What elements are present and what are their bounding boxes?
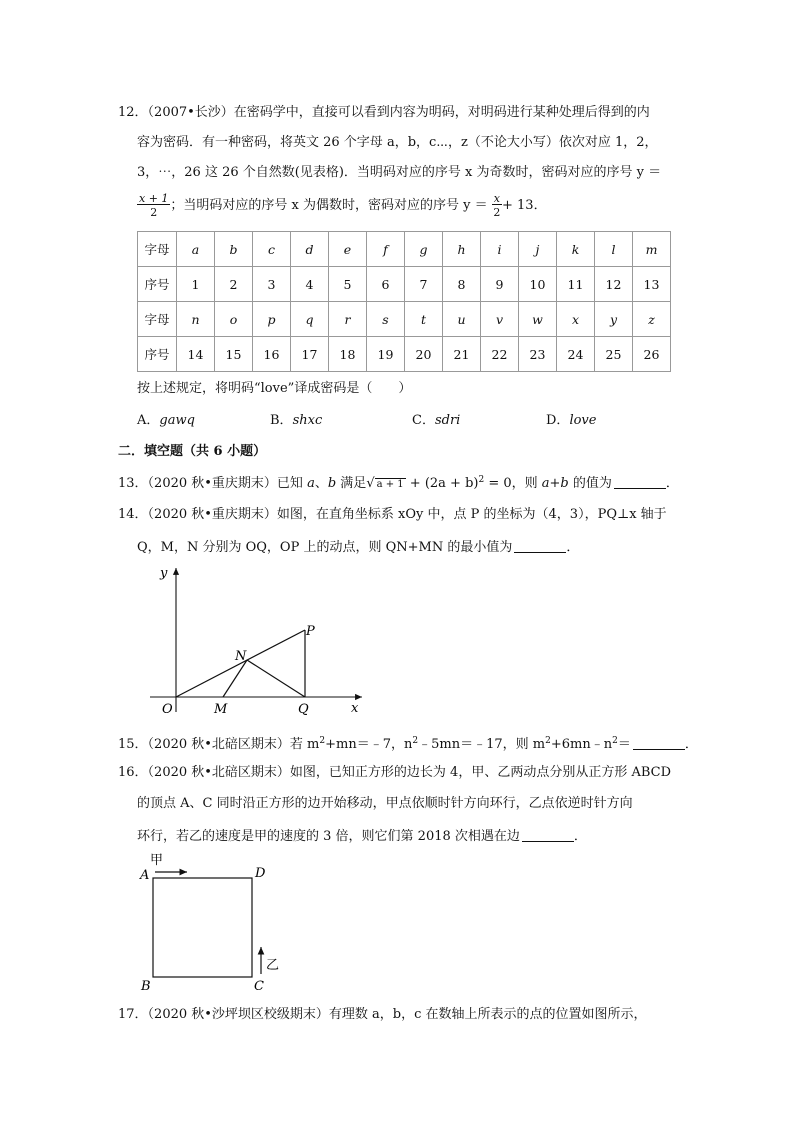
sqrt-content: a + 1 xyxy=(376,479,404,490)
q13-mid: 满足 xyxy=(336,476,367,491)
q16-line3 xyxy=(137,829,587,843)
q13-rest: + (2a + b) xyxy=(405,476,479,491)
table-cell: w xyxy=(519,302,557,337)
table-cell: e xyxy=(329,232,367,267)
q14-end: ． xyxy=(566,540,580,555)
table-cell: 7 xyxy=(405,267,443,302)
table-cell: d xyxy=(291,232,329,267)
square-abcd xyxy=(153,878,252,977)
table-cell: 11 xyxy=(557,267,595,302)
q15-end: ． xyxy=(684,737,698,752)
table-cell: 3 xyxy=(253,267,291,302)
table-cell: 2 xyxy=(215,267,253,302)
q14-line2 xyxy=(137,540,579,554)
table-cell: j xyxy=(519,232,557,267)
q14-answer-blank[interactable] xyxy=(514,540,566,553)
table-cell: p xyxy=(253,302,291,337)
option-c[interactable] xyxy=(412,414,460,427)
table-cell: 20 xyxy=(405,337,443,372)
option-value: gawq xyxy=(159,413,195,428)
table-cell: y xyxy=(595,302,633,337)
table-cell: 1 xyxy=(177,267,215,302)
table-cell: 21 xyxy=(443,337,481,372)
table-cell: 6 xyxy=(367,267,405,302)
q15-part2: +mn＝﹣7，n xyxy=(325,737,413,752)
q16-answer-blank[interactable] xyxy=(522,829,574,842)
table-cell: 16 xyxy=(253,337,291,372)
table-cell: r xyxy=(329,302,367,337)
even-numerator: x xyxy=(493,192,500,205)
option-b[interactable] xyxy=(270,414,322,427)
segment-mn xyxy=(223,660,247,697)
option-label: B． xyxy=(270,413,293,428)
q12-line4 xyxy=(137,193,547,218)
q14-line1: 14．（2020 秋•重庆期末）如图，在直角坐标系 xOy 中，点 P 的坐标为（4，3），PQ⊥x 轴于 xyxy=(118,507,667,522)
square-figure xyxy=(135,852,295,994)
table-cell: 18 xyxy=(329,337,367,372)
point-m-label: M xyxy=(214,702,228,717)
table-cell: 12 xyxy=(595,267,633,302)
q15-part3: ﹣5mn＝﹣17，则 m xyxy=(418,737,546,752)
q13-sep: 、 xyxy=(314,476,328,491)
table-cell: v xyxy=(481,302,519,337)
q16-end: ． xyxy=(573,829,587,844)
option-label: D． xyxy=(546,413,570,428)
coordinate-figure xyxy=(150,560,375,720)
q13-prefix: 13．（2020 秋•重庆期末）已知 xyxy=(118,476,308,491)
row-label: 序号 xyxy=(138,337,177,372)
q13-exponent: 2 xyxy=(478,475,485,485)
table-cell: 8 xyxy=(443,267,481,302)
table-cell: 15 xyxy=(215,337,253,372)
table-cell: k xyxy=(557,232,595,267)
even-formula-fraction xyxy=(492,193,502,218)
row-label: 字母 xyxy=(138,302,177,337)
even-denominator: 2 xyxy=(493,206,501,219)
point-q-label: Q xyxy=(298,702,309,717)
q12-question: 按上述规定，将明码“love”译成密码是（ ） xyxy=(137,381,412,396)
table-cell: a xyxy=(177,232,215,267)
table-cell: q xyxy=(291,302,329,337)
vertex-d-label: D xyxy=(255,866,266,881)
table-cell: x xyxy=(557,302,595,337)
table-cell: n xyxy=(177,302,215,337)
table-row-letters-1 xyxy=(138,232,671,267)
point-p-label: P xyxy=(306,624,315,639)
table-cell: 25 xyxy=(595,337,633,372)
table-row-letters-2 xyxy=(138,302,671,337)
odd-formula-fraction xyxy=(137,193,170,218)
vertex-a-label: A xyxy=(140,868,150,883)
q17-line1: 17．（2020 秋•沙坪坝区校级期末）有理数 a，b，c 在数轴上所表示的点的位置如图所示， xyxy=(118,1007,647,1022)
table-cell: 5 xyxy=(329,267,367,302)
table-cell: z xyxy=(633,302,671,337)
table-cell: 19 xyxy=(367,337,405,372)
segment-nq xyxy=(247,660,305,697)
table-cell: s xyxy=(367,302,405,337)
odd-denominator: 2 xyxy=(150,206,158,219)
q13-answer-blank[interactable] xyxy=(614,476,666,489)
q16-line3-text: 环行，若乙的速度是甲的速度的 3 倍，则它们第 2018 次相遇在边 xyxy=(137,829,520,844)
q13-tail: 的值为 xyxy=(568,476,612,491)
table-cell: i xyxy=(481,232,519,267)
table-cell: m xyxy=(633,232,671,267)
q13-ask: a+b xyxy=(541,476,569,491)
option-a[interactable] xyxy=(137,414,195,427)
option-value: love xyxy=(569,413,597,428)
q13-eq: = 0，则 xyxy=(484,476,542,491)
q12-line2: 容为密码．有一种密码，将英文 26 个字母 a，b，c⋯，z（不论大小写）依次对应 1，2， xyxy=(137,135,658,150)
y-axis-label: y xyxy=(160,566,168,581)
table-cell: l xyxy=(595,232,633,267)
table-row-index-1 xyxy=(138,267,671,302)
option-value: sdri xyxy=(434,413,461,428)
q12-line4-text: ；当明码对应的序号 x 为偶数时，密码对应的序号 y ＝ xyxy=(170,198,488,213)
section-title: 二．填空题（共 6 小题） xyxy=(118,444,267,459)
point-o-label: O xyxy=(162,702,173,717)
even-formula-tail: + 13． xyxy=(502,198,547,213)
row-label: 字母 xyxy=(138,232,177,267)
table-cell: o xyxy=(215,302,253,337)
q15-answer-blank[interactable] xyxy=(633,737,685,750)
q16-line2: 的顶点 A、C 同时沿正方形的边开始移动，甲点依顺时针方向环行，乙点依逆时针方向 xyxy=(137,796,633,811)
option-label: C． xyxy=(412,413,435,428)
sqrt-sign: √ xyxy=(366,476,375,491)
q12-line3: 3，⋯，26 这 26 个自然数(见表格)．当明码对应的序号 x 为奇数时，密码对应的序号 y ＝ xyxy=(137,165,662,180)
table-cell: 24 xyxy=(557,337,595,372)
q15-part1: 15．（2020 秋•北碚区期末）若 m xyxy=(118,737,320,752)
odd-numerator: x + 1 xyxy=(139,192,169,205)
row-label: 序号 xyxy=(138,267,177,302)
q12-line1: 12．（2007•长沙）在密码学中，直接可以看到内容为明码，对明码进行某种处理后得到的内 xyxy=(118,105,650,120)
q14-line2-text: Q，M，N 分别为 OQ，OP 上的动点，则 QN+MN 的最小值为 xyxy=(137,540,513,555)
vertex-b-label: B xyxy=(141,979,151,994)
var-a: a xyxy=(307,476,315,491)
table-cell: 22 xyxy=(481,337,519,372)
table-cell: f xyxy=(367,232,405,267)
jia-label: 甲 xyxy=(150,853,164,868)
q15-part4: +6mn﹣n xyxy=(550,737,613,752)
q15-exp2: 2 xyxy=(412,736,419,746)
q15-part5: ＝ xyxy=(617,737,631,752)
q16-line1: 16．（2020 秋•北碚区期末）如图，已知正方形的边长为 4，甲、乙两动点分别从正方形 ABCD xyxy=(118,765,672,780)
q15-exp1: 2 xyxy=(319,736,326,746)
option-label: A． xyxy=(137,413,160,428)
table-cell: c xyxy=(253,232,291,267)
table-row-index-2 xyxy=(138,337,671,372)
vertex-c-label: C xyxy=(254,979,264,994)
table-cell: 4 xyxy=(291,267,329,302)
point-n-label: N xyxy=(235,649,247,664)
yi-label: 乙 xyxy=(266,958,280,973)
table-cell: 13 xyxy=(633,267,671,302)
table-cell: 23 xyxy=(519,337,557,372)
table-cell: 14 xyxy=(177,337,215,372)
q15-exp4: 2 xyxy=(612,736,618,746)
table-cell: t xyxy=(405,302,443,337)
var-b: b xyxy=(327,476,337,491)
option-d[interactable] xyxy=(546,414,596,427)
q15-line xyxy=(118,737,698,751)
cipher-table xyxy=(137,231,671,372)
x-axis-label: x xyxy=(351,701,359,716)
q13-end: ． xyxy=(665,476,679,491)
table-cell: b xyxy=(215,232,253,267)
q15-exp3: 2 xyxy=(545,736,551,746)
table-cell: 10 xyxy=(519,267,557,302)
table-cell: 9 xyxy=(481,267,519,302)
table-cell: h xyxy=(443,232,481,267)
table-cell: g xyxy=(405,232,443,267)
option-value: shxc xyxy=(292,413,323,428)
table-cell: u xyxy=(443,302,481,337)
q13-line xyxy=(118,476,679,490)
table-cell: 26 xyxy=(633,337,671,372)
table-cell: 17 xyxy=(291,337,329,372)
